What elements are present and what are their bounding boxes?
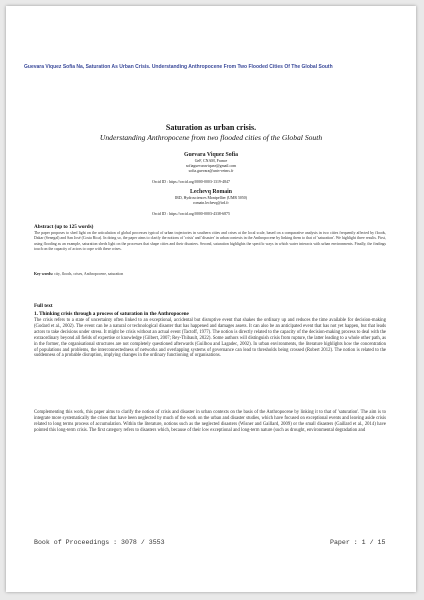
- body-paragraph-2: Complementing this work, this paper aims to clarify the notion of crisis and disaster in urban contexts on the basis of the Anthropocene by linking it to that of 'saturation'. The aim is to integrate more systematically the crises that have been neglected by much of the work on the urban and disaster studies, which have focused on exceptional events and leaving aside crisis related to long terms process of accumulation. Within the literature, notions such as the neglected disasters (Wisner and Gaillard, 2009) or the small disasters (Gaillard et al., 2014) have pointed this long-term crisis. The first category refers to disasters which, because of their low exceptional and long-term nature (such as drought, environmental degradation and: [34, 410, 386, 433]
- keywords-line: [34, 272, 386, 276]
- author-block-1: [76, 152, 346, 174]
- author-name: Lechevq Romain: [189, 189, 233, 195]
- keywords-value: city, floods, crises, Anthropocene, saturation: [54, 272, 124, 276]
- keywords-label: Key words:: [34, 272, 54, 276]
- proceedings-page-counter: Book of Proceedings : 3078 / 3553: [34, 539, 165, 546]
- author-email: sofia.guevara@univ-reims.fr: [188, 169, 234, 173]
- author-name: Guevara Viquez Sofia: [183, 152, 239, 158]
- abstract-heading: Abstract (up to 125 words): [34, 224, 94, 230]
- author-orcid: Orcid ID : https://orcid.org/0000-0003-1319-4847: [152, 180, 230, 184]
- author-orcid: Orcid ID : https://orcid.org/0000-0003-4338-6875: [152, 212, 230, 216]
- paper-page-counter: Paper : 1 / 15: [330, 539, 386, 546]
- author-email: romain.lechevq@ird.fr: [193, 201, 229, 205]
- running-header: Guevara Viquez Sofia Na, Saturation As Urban Crisis. Understanding Anthropocene From Two Flooded Cities Of The Global South: [24, 64, 333, 70]
- author-email: sofiaguevaraviquez@gmail.com: [185, 164, 237, 168]
- full-text-label: Full text: [34, 303, 53, 309]
- author-affiliation: IRD, Hydrosciences Montpellier (UMR 5050): [174, 196, 248, 200]
- paper-title: Saturation as urban crisis.: [165, 123, 257, 132]
- document-page: [6, 6, 416, 592]
- paper-subtitle: Understanding Anthropocene from two flooded cities of the Global South: [99, 133, 323, 142]
- author-affiliation: GeF, CNAM, France: [194, 159, 228, 163]
- author-block-2: [76, 189, 346, 206]
- section-heading: 1. Thinking crisis through a process of saturation in the Anthropocene: [34, 311, 189, 317]
- abstract-text: The paper proposes to shed light on the articulation of global processes typical of urban trajectories in southern cities and crises at the local scale, based on a comparative analysis in two cities frequently affected by floods, Dakar (Senegal) and San José (Costa Rica). In doing so, the paper aims to clarify the notions of 'crisis' and 'disaster' in urban contexts in the Anthropocene by linking them to that of 'saturation'. We highlight three results. First, using flooding as an example, saturation sheds light on the processes that shape cities and their disasters. Second, saturation highlights the specific ways in which water interacts with urban environments. Finally, the findings touch on the capacity of actors to cope with these crises.: [34, 231, 386, 251]
- body-paragraph-1: The crisis refers to a state of uncertainty often linked to an exceptional, accidental but disruptive event that shakes the ordinary up and reduces the time available for decision-making (Godard et al., 2002). The event can be a natural or technological disaster that has happened and damages assets. It can also be an anticipated event that has not yet happen, but that leads actors to take decisions under stress. It might be crisis without an actual event (Tactoff, 1977). The notion is directly related to the capacity of the decision-making process to deal with the extraordinary beyond all fields of expertise or knowledge (Gilbert, 2007; Rey-Thibault, 2022). Some authors will distinguish crisis from rupture, the latter leading to a whole other path, as in the former, the organisational structures are not completely questioned afterwards (Guilbou and Lagadec, 2002). In urban environments, the literature highlights how the concentration of populations and problems, the interconnectedness of networks and overlapping systems of governance can lead to thresholds being crossed (Robert 2012). The notion is related to the suddenness of a probable disruption, implying changes in the ordinary functioning of organisations.: [34, 318, 386, 359]
